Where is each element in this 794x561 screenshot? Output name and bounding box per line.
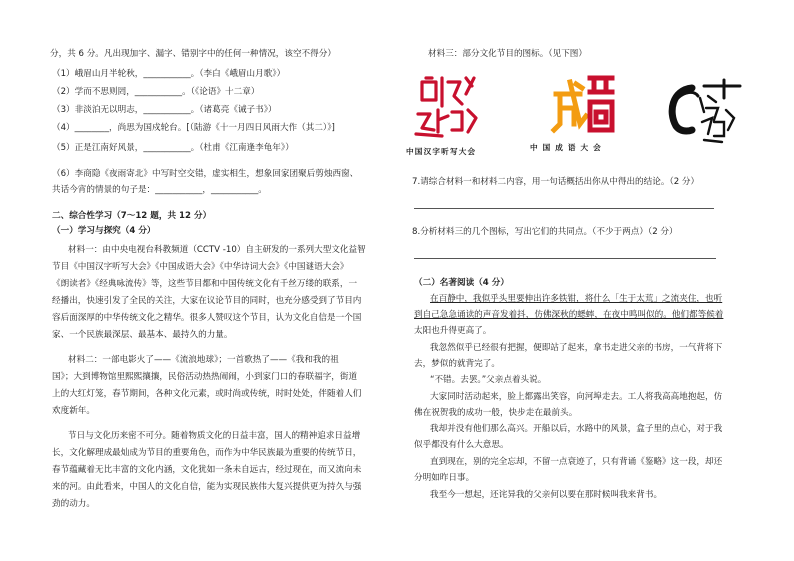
passage-line: 佛在祝贺我的成功一般，快步走在最前头。	[414, 408, 578, 418]
material-2-line: 欢度新年。	[52, 406, 95, 416]
passage-line: 直到现在，别的完全忘却，不留一点衰迹了，只有背诵《鉴略》这一段，却还	[430, 457, 723, 467]
subsection-1-heading: （一）学习与探究（4 分）	[52, 226, 156, 236]
hanzi-dictation-logo	[412, 70, 484, 140]
material-2-line: 上的大红灯笼，春节期间，各种文化元素，或时尚或传统，时时处处，伴随着人们	[52, 389, 362, 399]
material-2-line: 材料二：一部电影火了——《流浪地球》；一首歌热了——《我和我的祖	[68, 355, 339, 365]
passage-line: 分明如昨日事。	[414, 473, 475, 483]
passage-line: 大家同时活动起来，脸上都露出笑容，向河埠走去。工人将我高高地抱起，仿	[430, 392, 723, 402]
question-1: （1）峨眉山月半轮秋，___________。（李白《峨眉山月歌》）	[52, 69, 286, 79]
passage-line: 在百静中，我似乎头里要伸出许多铁钳，将什么「生于太荒」之流夹住，也听	[430, 294, 723, 304]
question-2: （2）学而不思则罔，___________。（《论语》十二章）	[52, 87, 260, 97]
passage-line: 到自己急急诵读的声音发着抖，仿佛深秋的蟋蟀，在夜中鸣叫似的。他们都等候着	[414, 310, 724, 320]
question-6-line-1: （6）李商隐《夜雨寄北》中写时空交错，虚实相生，想象回家团聚后剪烛西窗、	[52, 169, 359, 179]
question-5: （5）正是江南好风景，___________。（杜甫《江南逢李龟年》）	[52, 143, 294, 153]
question-3: （3）非淡泊无以明志，___________。（诸葛亮《诫子书》）	[52, 105, 277, 115]
passage-line: “不错。去罢。”父亲点着头说。	[430, 375, 547, 385]
answer-line-q7[interactable]	[414, 208, 714, 209]
section-2-heading: 二、综合性学习（7～12 题，共 12 分）	[52, 211, 212, 221]
material-2-line: 国》；大到博物馆里熙熙攘攘，民俗活动热热闹闹，小到家门口的春联福字，街道	[52, 372, 358, 382]
question-7: 7.请综合材料一和材料二内容，用一句话概括出你从中得出的结论。（2 分）	[412, 177, 700, 187]
material-3-title: 材料三：部分文化节目的图标。（见下图）	[428, 49, 587, 59]
passage-line: 去，梦似的就背完了。	[414, 359, 500, 369]
question-4: （4）________，尚思为国戍轮台。[（陆游《十一月四日风雨大作（其二）》]	[52, 123, 335, 133]
material-3-line: 劲的动力。	[52, 499, 95, 509]
logo-2-caption: 中 国 成 语 大 会	[530, 143, 602, 152]
material-3-line: 长，文化解理成最灿成为节目的重要角色，而作为中华民族最为重要的传统节日，	[52, 448, 362, 458]
material-1-line: 经播出，快速引发了全民的关注，大家在议论节目的同时，也充分感受到了节目内	[52, 296, 362, 306]
answer-line-q8[interactable]	[414, 258, 716, 259]
poetry-logo-icon	[664, 68, 746, 148]
passage-line: 太阳也升得更高了。	[414, 326, 492, 336]
passage-line: 我至今一想起，还诧异我的父亲何以要在那时候叫我来背书。	[430, 490, 663, 500]
passage-line: 我忽然似乎已经很有把握，便即站了起来，拿书走进父亲的书房，一气背将下	[430, 343, 723, 353]
material-1-line: 容后面深厚的中华传统文化之精华。很多人赞叹这个节目，认为文化自信是一个国	[52, 313, 362, 323]
material-1-line: 材料一：由中央电视台科教频道（CCTV -10）自主研发的一系列大型文化益智	[68, 245, 366, 255]
idiom-conference-logo	[550, 72, 616, 134]
poetry-conference-logo	[664, 68, 746, 148]
material-3-line: 节日与文化历来密不可分。随着物质文化的日益丰富，国人的精神追求日益增	[68, 431, 361, 441]
passage-line: 似乎都没有什么大意思。	[414, 440, 509, 450]
passage-line: 我却并没有他们那么高兴。开船以后，水路中的风景，盒子里的点心，对于我	[430, 424, 723, 434]
subsection-2-heading: （二）名著阅读（4 分）	[414, 278, 509, 288]
material-1-line: 《朗读者》《经典咏流传》等，这些节目都和中国传统文化有千丝万缕的联系，一	[52, 279, 358, 289]
idiom-logo-icon	[550, 72, 616, 134]
material-3-line: 来的河。由此看来，中国人的文化自信，能为实现民族伟大复兴提供更为持久与强	[52, 482, 362, 492]
material-1-line: 家、一个民族最深层、最基本、最持久的力量。	[52, 330, 233, 340]
question-8: 8.分析材料三的几个图标，写出它们的共同点。（不少于两点）（2 分）	[412, 227, 678, 237]
instruction-line: 分，共 6 分。凡出现加字、漏字、错别字中的任何一种情况，该空不得分）	[50, 49, 336, 59]
question-6-line-2: 共话今宵的情景的句子是：___________，___________。	[52, 185, 267, 195]
logo-1-caption: 中国汉字听写大会	[406, 147, 477, 156]
material-1-line: 节目《中国汉字听写大会》《中国成语大会》《中华诗词大会》《中国谜语大会》	[52, 262, 349, 272]
material-3-line: 春节蕴藏着无比丰富的文化内涵，文化犹如一条未自远古，经过现在，而又流向未	[52, 465, 362, 475]
hanzi-logo-icon	[412, 70, 484, 140]
